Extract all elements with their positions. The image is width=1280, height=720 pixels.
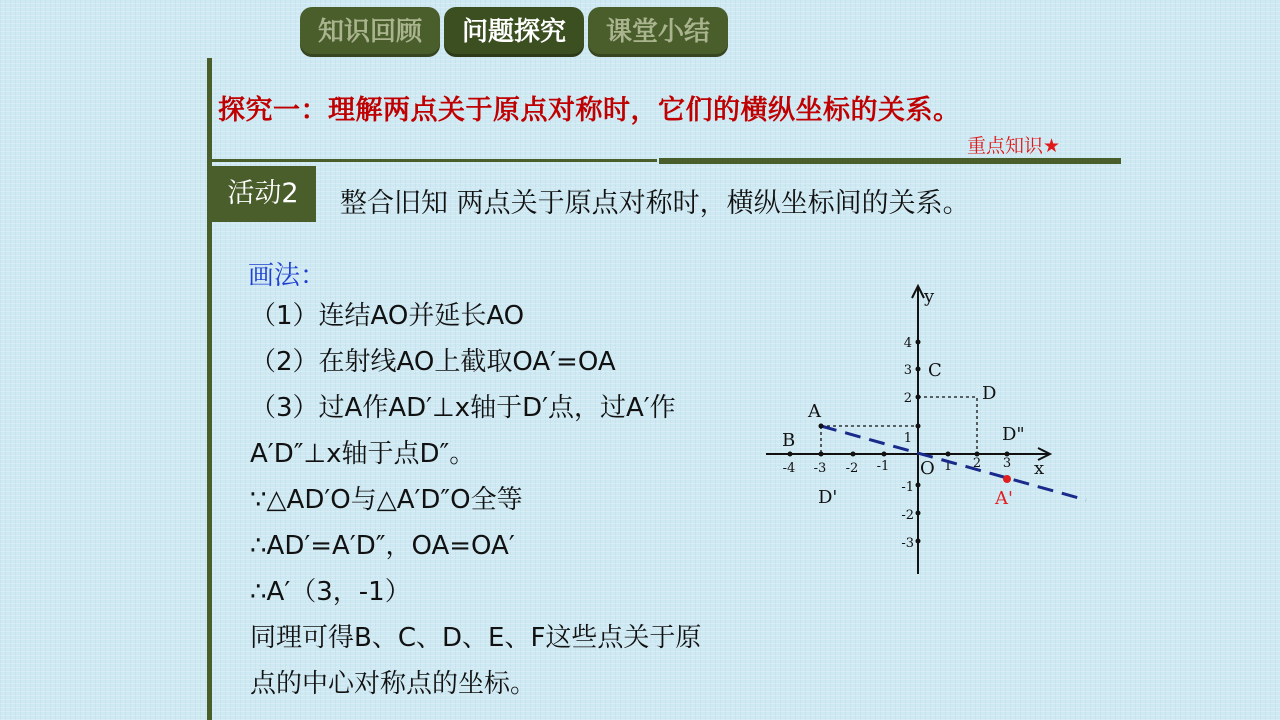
x-tick-label: -3 [813,461,827,476]
step-line: 点的中心对称点的坐标。 [250,669,537,699]
y-tick-label: 4 [903,336,912,351]
line-A-O-Aprime [821,426,1086,500]
step-line: ∵△AD′O与△A′D″O全等 [250,485,523,515]
tab-knowledge-review[interactable]: 知识回顾 [300,7,440,57]
label-D-double-prime: D" [1002,424,1025,445]
y-tick-label: -3 [901,536,914,551]
label-D: D [982,383,997,404]
label-B: B [782,430,796,451]
step-line: （2）在射线AO上截取OA′=OA [250,347,616,377]
left-divider [207,58,212,720]
label-C: C [928,360,942,381]
point-A [819,424,824,429]
step-line: A′D″⊥x轴于点D″。 [250,439,476,469]
section-heading: 探究一：理解两点关于原点对称时，它们的横纵坐标的关系。 [218,95,961,126]
step-line: 同理可得B、C、D、E、F这些点关于原 [250,623,702,653]
point-A-prime [1003,475,1011,483]
activity-badge: 活动2 [210,166,316,222]
method-label: 画法： [248,261,327,291]
y-tick-label: 1 [903,431,912,446]
step-line: ∴A′（3，-1） [250,577,411,607]
x-tick-label: 2 [972,456,982,471]
guide-D [918,397,977,454]
x-tick-label: -2 [845,461,859,476]
label-A-prime: A' [995,488,1013,509]
label-D-prime: D' [818,487,838,508]
step-line: ∴AD′=A′D″，OA=OA′ [250,531,515,561]
heading-divider-left [207,159,657,162]
tab-problem-exploration[interactable]: 问题探究 [444,7,584,57]
y-tick-label: 3 [903,363,912,378]
y-tick-label: -2 [901,508,914,523]
step-line: （3）过A作AD′⊥x轴于D′点，过A′作 [250,393,676,423]
x-tick-label: -1 [876,459,890,474]
x-tick-label: 1 [943,459,953,474]
heading-divider-right [659,158,1121,164]
x-tick-label: 3 [1002,456,1012,471]
step-line: （1）连结AO并延长AO [250,301,525,331]
y-tick-label: 2 [903,391,912,406]
x-tick-label: -4 [782,461,796,476]
x-axis-label: x [1034,458,1045,479]
label-A: A [808,401,821,422]
tab-bar [300,7,728,57]
tab-class-summary[interactable]: 课堂小结 [588,7,728,57]
method-steps [250,298,701,712]
origin-label: O [920,458,935,479]
coordinate-graph [760,280,1100,580]
key-point-label: 重点知识★ [967,135,1061,157]
y-tick-label: -1 [901,480,914,495]
activity-title: 整合旧知 两点关于原点对称时，横纵坐标间的关系。 [340,188,970,219]
y-axis-label: y [924,286,935,307]
